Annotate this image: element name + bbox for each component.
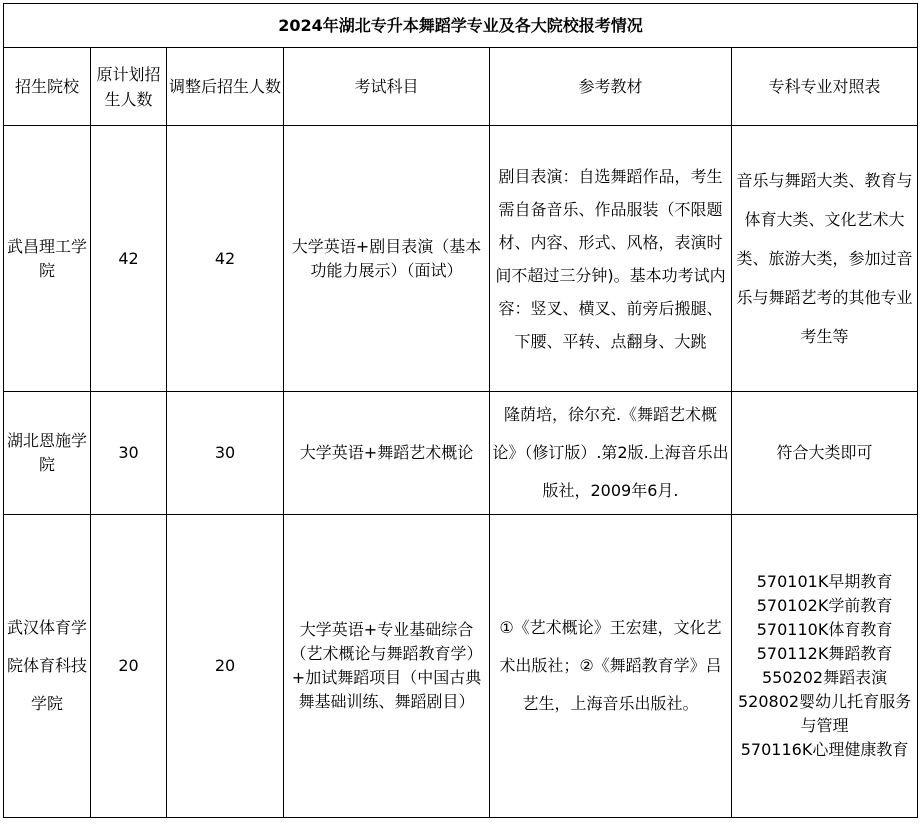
textbooks-cell: 隆荫培，徐尔充.《舞蹈艺术概论》（修订版）.第2版.上海音乐出版社，2009年6月. [490,392,732,515]
majors-cell [732,515,918,818]
header-majors: 专科专业对照表 [732,48,918,126]
header-textbooks: 参考教材 [490,48,732,126]
school-cell: 湖北恩施学院 [4,392,91,515]
table-title: 2024年湖北专升本舞蹈学专业及各大院校报考情况 [4,4,918,48]
adjusted-cell: 20 [167,515,284,818]
textbooks-cell: 剧目表演：自选舞蹈作品，考生需自备音乐、作品服装（不限题材、内容、形式、风格，表演时间不超过三分钟)。基本功考试内容：竖叉、横叉、前旁后搬腿、下腰、平转、点翻身、大跳 [490,126,732,392]
major-code-item: 570110K体育教育 [756,620,893,639]
textbooks-cell: ①《艺术概论》王宏建，文化艺术出版社；②《舞蹈教育学》吕艺生，上海音乐出版社。 [490,515,732,818]
header-subjects: 考试科目 [284,48,490,126]
majors-cell: 音乐与舞蹈大类、教育与体育大类、文化艺术大类、旅游大类，参加过音乐与舞蹈艺考的其他专业考生等 [732,126,918,392]
major-code-item: 520802婴幼儿托育服务与管理 [737,692,912,735]
admission-table [3,3,918,818]
planned-cell: 42 [91,126,167,392]
header-planned: 原计划招生人数 [91,48,167,126]
table-row [4,126,918,392]
planned-cell: 30 [91,392,167,515]
header-row [4,48,918,126]
table-row [4,515,918,818]
school-cell: 武汉体育学院体育科技学院 [4,515,91,818]
major-code-item: 550202舞蹈表演 [761,668,888,687]
header-adjusted: 调整后招生人数 [167,48,284,126]
adjusted-cell: 42 [167,126,284,392]
table-row [4,392,918,515]
school-cell: 武昌理工学院 [4,126,91,392]
header-school: 招生院校 [4,48,91,126]
major-code-item: 570116K心理健康教育 [740,740,909,759]
subjects-cell: 大学英语+舞蹈艺术概论 [284,392,490,515]
major-code-item: 570101K早期教育 [756,572,893,591]
subjects-cell: 大学英语+剧目表演（基本功能力展示）（面试） [284,126,490,392]
major-code-item: 570112K舞蹈教育 [756,644,893,663]
major-code-item: 570102K学前教育 [756,596,893,615]
adjusted-cell: 30 [167,392,284,515]
majors-cell: 符合大类即可 [732,392,918,515]
subjects-cell: 大学英语+专业基础综合（艺术概论与舞蹈教育学）+加试舞蹈项目（中国古典舞基础训练、舞蹈剧目） [284,515,490,818]
planned-cell: 20 [91,515,167,818]
